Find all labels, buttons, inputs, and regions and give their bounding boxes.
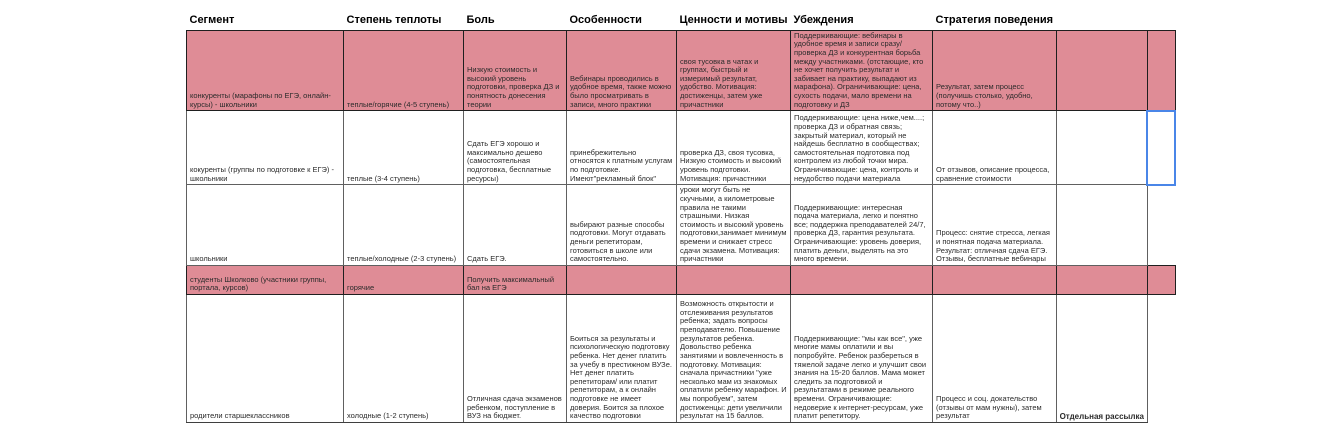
header-row (187, 14, 1176, 30)
header-features[interactable]: Особенности (569, 14, 642, 26)
row-competitors-groups (187, 111, 1176, 185)
cell-r2-warmth[interactable]: теплые (3-4 ступень) (344, 111, 464, 185)
cell-r2-segment[interactable]: кокуренты (группы по подготовке к ЕГЭ) - школьники (187, 111, 344, 185)
cell-r1-segment[interactable]: конкуренты (марафоны по ЕГЭ, онлайн-курсы) - школьники (187, 30, 344, 111)
cell-r1-values[interactable]: своя тусовка в чатах и группах, быстрый и измеримый результат, удобство. Мотивация: достиженцы, затем уже причастники (677, 30, 791, 111)
cell-r5-strategy[interactable]: Процесс и соц. докательство (отзывы от мам нужны), затем результат (933, 294, 1057, 422)
cell-r5-separate-mailing-note[interactable]: Отдельная рассылка (1056, 294, 1147, 422)
row-parents (187, 294, 1176, 422)
cell-r2-beliefs[interactable]: Поддерживающие: цена ниже,чем....; проверка ДЗ и обратная связь; закрытый материал, который не найдешь бесплатно в сообществах; самостоятельная подготовка под контролем из любой точки мира. Ограничивающие: цена, контроль и неудобство подачи материала (791, 111, 933, 185)
cell-r1-pain[interactable]: Низкую стоимость и высокий уровень подготовки, проверка ДЗ и понятность донесения теории (464, 30, 567, 111)
cell-r5-beliefs[interactable]: Поддерживающие: "мы как все", уже многие мамы оплатили и вы попробуйте. Ребенок разбереться в тяжелой задаче легко и улучшит свои знания на 15-20 баллов. Мама может следить за подготовкой и результатами в режиме реального времени. Ограничивающие: недоверие к интернет-ресурсам, уже платит репетитору. (791, 294, 933, 422)
cell-r2-extra1[interactable] (1056, 111, 1147, 185)
cell-r5-values[interactable]: Возможность открытости и отслеживания результатов ребенка; задать вопросы преподавателю. Повышение результатов ребенка. Довольство ребенка занятиями и вовлеченность в подготовку. Мотивация: сначала причастники "уже несколько мам из знакомых оплатили ребенку марафон. И мы попробуем", затем достиженцы: дети увеличили результат на 15 баллов. (677, 294, 791, 422)
cell-r2-strategy[interactable]: От отзывов, описание процесса, сравнение стоимости (933, 111, 1057, 185)
cell-r2-features[interactable]: принебрежительно относятся к платным услугам по подготовке. Имеют"рекламный блок" (567, 111, 677, 185)
cell-r4-beliefs[interactable] (791, 265, 933, 294)
row-competitors-marathons (187, 30, 1176, 111)
cell-r3-pain[interactable]: Сдать ЕГЭ. (464, 185, 567, 266)
cell-r3-beliefs[interactable]: Поддерживающие: интересная подача материала, легко и понятно все; поддержка преподавателей 24/7, проверка ДЗ, гарантия результата. Ограничивающие: уровень доверия, платить деньги, выделять на это много времени. (791, 185, 933, 266)
cell-r2-values[interactable]: проверка ДЗ, своя тусовка, Низкую стоимость и высокий уровень подготовки. Мотивация: причастники (677, 111, 791, 185)
cell-r4-extra2[interactable] (1147, 265, 1175, 294)
cell-r4-strategy[interactable] (933, 265, 1057, 294)
segments-table (186, 14, 1176, 423)
cell-r1-extra1[interactable] (1056, 30, 1147, 111)
cell-r2-pain[interactable]: Сдать ЕГЭ хорошо и максимально дешево (самостоятельная подготовка, бесплатные ресурсы) (464, 111, 567, 185)
header-pain[interactable]: Боль (466, 14, 495, 26)
cell-r5-pain[interactable]: Отличная сдача экзаменов ребенком, поступление в ВУЗ на бюджет. (464, 294, 567, 422)
header-strategy[interactable]: Стратегия поведения (935, 14, 1054, 26)
cell-r5-segment[interactable]: родители старшеклассников (187, 294, 344, 422)
header-warmth[interactable]: Степень теплоты (346, 14, 442, 26)
header-extra-2[interactable] (1147, 14, 1175, 30)
cell-r3-features[interactable]: выбирают разные способы подготовки. Могут отдавать деньги репетиторам, готовиться в школе или самостоятельно. (567, 185, 677, 266)
header-segment[interactable]: Сегмент (189, 14, 235, 26)
cell-r1-beliefs[interactable]: Поддерживающие: вебинары в удобное время и записи сразу/ проверка ДЗ и конкурентная борьба между участниками. (отстающие, кто не хочет получить результат и забивает на практику, выпадают из марафона). Ограничивающие: цена, сухость подачи, мало времени на подготовку и ДЗ (791, 30, 933, 111)
cell-r5-features[interactable]: Боиться за результаты и психологическую подготовку ребенка. Нет денег платить за учебу в престижном ВУЗе. Нет денег платить репетиторам/ или платит репетиторам, а к онлайн подготовке не имеет доверия. Боится за плохое качество подготовки (567, 294, 677, 422)
header-values-motives[interactable]: Ценности и мотивы (679, 14, 788, 26)
cell-r3-segment[interactable]: школьники (187, 185, 344, 266)
cell-r4-warmth[interactable]: горячие (344, 265, 464, 294)
cell-r1-strategy[interactable]: Результат, затем процесс (получишь столько, удобно, потому что..) (933, 30, 1057, 111)
cell-r5-extra2[interactable] (1147, 294, 1175, 422)
cell-r4-features[interactable] (567, 265, 677, 294)
cell-r4-pain[interactable]: Получить максимальный бал на ЕГЭ (464, 265, 567, 294)
cell-r5-warmth[interactable]: холодные (1-2 ступень) (344, 294, 464, 422)
cell-r4-values[interactable] (677, 265, 791, 294)
header-beliefs[interactable]: Убеждения (793, 14, 854, 26)
cell-r3-extra2[interactable] (1147, 185, 1175, 266)
cell-r4-segment[interactable]: студенты Школково (участники группы, портала, курсов) (187, 265, 344, 294)
cell-r3-values[interactable]: уроки могут быть не скучными, а километровые правила не такими страшными. Низкая стоимость и высокий уровень подготовки,занимает минимум времени и снижает стресс сдачи экзамена. Мотивация: причастники (677, 185, 791, 266)
row-schoolkids (187, 185, 1176, 266)
spreadsheet-area (186, 14, 1176, 423)
row-shkolkovo-students (187, 265, 1176, 294)
cell-r3-warmth[interactable]: теплые/холодные (2-3 ступень) (344, 185, 464, 266)
header-extra-1[interactable] (1056, 14, 1147, 30)
cell-r3-extra1[interactable] (1056, 185, 1147, 266)
cell-r3-strategy[interactable]: Процесс: снятие стресса, легкая и понятная подача материала. Результат: отличная сдача ЕГЭ. Отзывы, бесплатные вебинары (933, 185, 1057, 266)
cell-r4-extra1[interactable] (1056, 265, 1147, 294)
cell-r1-extra2[interactable] (1147, 30, 1175, 111)
selected-cell[interactable] (1147, 111, 1175, 185)
cell-r1-features[interactable]: Вебинары проводились в удобное время, также можно было просматривать в записи, много практики (567, 30, 677, 111)
cell-r1-warmth[interactable]: теплые/горячие (4-5 ступень) (344, 30, 464, 111)
